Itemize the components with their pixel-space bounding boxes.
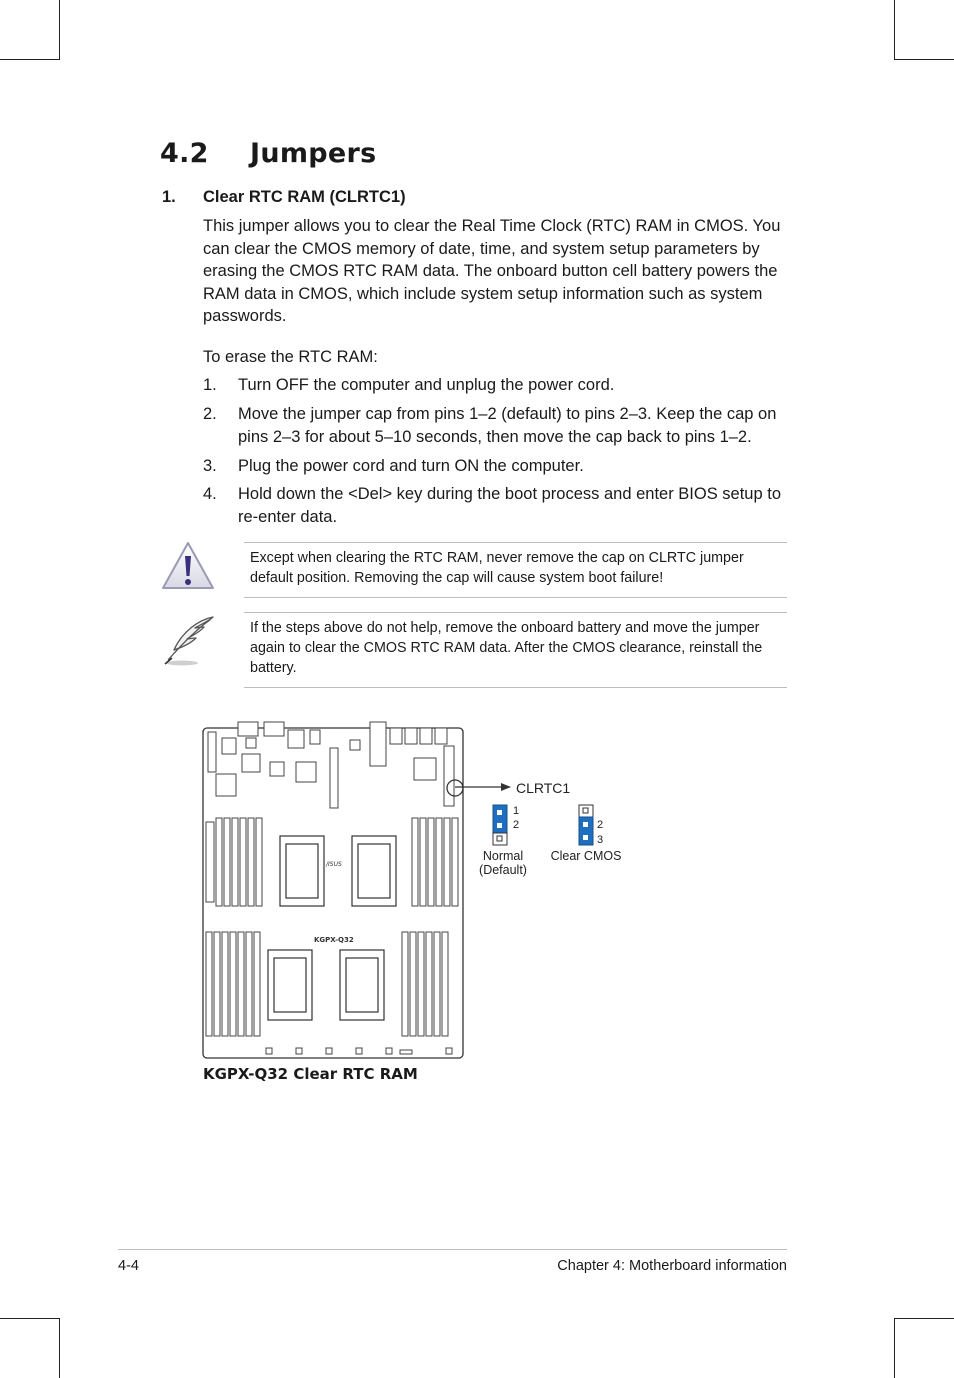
crop-mark xyxy=(0,59,60,60)
divider xyxy=(244,597,787,598)
jumper-clear-graphic xyxy=(578,804,594,846)
motherboard-diagram xyxy=(200,718,470,1063)
jumper-normal-graphic xyxy=(492,804,508,846)
divider xyxy=(244,612,787,613)
list-item-number: 2. xyxy=(203,405,217,423)
brand-logo: /ISUS xyxy=(326,861,342,868)
divider xyxy=(244,542,787,543)
page-number: 4-4 xyxy=(118,1258,139,1274)
diagram-caption: KGPX-Q32 Clear RTC RAM xyxy=(203,1065,418,1083)
warning-text: Except when clearing the RTC RAM, never remove the cap on CLRTC jumper default position. Removing the cap will cause system boot failure! xyxy=(250,550,744,586)
crop-mark xyxy=(0,1318,60,1319)
pin-label: 1 xyxy=(513,805,520,817)
jumper-label: CLRTC1 xyxy=(516,780,571,796)
list-item xyxy=(203,374,793,397)
erase-intro: To erase the RTC RAM: xyxy=(203,348,378,366)
list-item-text: Plug the power cord and turn ON the computer. xyxy=(238,457,584,475)
list-item-text: Hold down the <Del> key during the boot process and enter BIOS setup to re-enter data. xyxy=(238,485,782,526)
step-number: 1. xyxy=(162,188,176,206)
crop-mark xyxy=(894,1318,954,1319)
default-label: (Default) xyxy=(479,863,527,877)
pin-label: 2 xyxy=(597,819,604,831)
crop-mark xyxy=(59,1318,60,1378)
crop-mark xyxy=(894,59,954,60)
divider xyxy=(244,687,787,688)
list-item-number: 1. xyxy=(203,376,217,394)
warning-triangle-icon xyxy=(161,540,215,592)
list-item-number: 4. xyxy=(203,485,217,503)
note-text: If the steps above do not help, remove the onboard battery and move the jumper again to clear the CMOS RTC RAM data. After the CMOS clearance, reinstall the battery. xyxy=(250,620,763,676)
crop-mark xyxy=(894,0,895,60)
section-title: Jumpers xyxy=(250,138,377,169)
pin-label: 2 xyxy=(513,819,520,831)
clear-cmos-label: Clear CMOS xyxy=(550,849,622,863)
list-item xyxy=(203,403,793,448)
list-item xyxy=(203,483,793,528)
step-heading xyxy=(162,188,406,207)
section-number: 4.2 xyxy=(160,138,209,169)
chapter-title: Chapter 4: Motherboard information xyxy=(557,1258,787,1274)
list-item-text: Move the jumper cap from pins 1–2 (default) to pins 2–3. Keep the cap on pins 2–3 for about 5–10 seconds, then move the cap back to pins 1–2. xyxy=(238,405,777,446)
section-heading xyxy=(160,138,377,169)
crop-mark xyxy=(59,0,60,60)
crop-mark xyxy=(894,1318,895,1378)
board-label: KGPX-Q32 xyxy=(314,936,354,944)
list-item-number: 3. xyxy=(203,457,217,475)
normal-label: Normal xyxy=(482,849,524,863)
feather-quill-icon xyxy=(160,614,218,668)
intro-paragraph: This jumper allows you to clear the Real Time Clock (RTC) RAM in CMOS. You can clear the CMOS memory of date, time, and system setup parameters by erasing the CMOS RTC RAM data. The onboard button cell battery powers the RAM data in CMOS, which include system setup information such as system passwords. xyxy=(203,217,781,326)
footer-divider xyxy=(118,1249,787,1250)
step-title: Clear RTC RAM (CLRTC1) xyxy=(203,188,406,206)
list-item xyxy=(203,455,793,478)
list-item-text: Turn OFF the computer and unplug the power cord. xyxy=(238,376,615,394)
pin-label: 3 xyxy=(597,834,604,846)
pointer-arrow xyxy=(455,780,515,794)
